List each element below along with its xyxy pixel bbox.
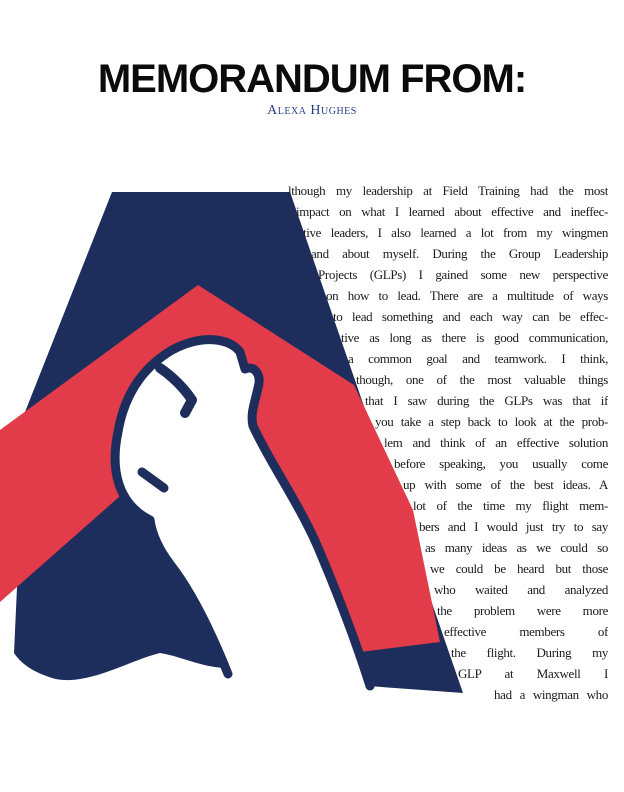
body-text-line: bers and I would just try to say: [419, 519, 608, 534]
page-title: MEMORANDUM FROM:: [97, 57, 527, 101]
body-text: [0, 172, 624, 792]
body-text-line: had a wingman who: [494, 687, 608, 702]
body-text-line: and about myself. During the Group Leadership: [311, 246, 608, 261]
body-text-line: lthough my leadership at Field Training had the most: [288, 183, 608, 198]
body-text-line: a common goal and teamwork. I think,: [348, 351, 608, 366]
body-text-line: up with some of the best ideas. A: [403, 477, 608, 492]
body-text-line: before speaking, you usually come: [394, 456, 608, 471]
body-text-line: the flight. During my: [451, 645, 608, 660]
body-text-line: you take a step back to look at the prob-: [375, 414, 608, 429]
body-text-line: effective members of: [444, 624, 608, 639]
body-text-line: lot of the time my flight mem-: [413, 498, 608, 513]
body-text-line: GLP at Maxwell I: [458, 666, 608, 681]
body-text-line: though, one of the most valuable things: [356, 372, 608, 387]
body-text-line: that I saw during the GLPs was that if: [365, 393, 608, 408]
body-text-line: on how to lead. There are a multitude of ways: [326, 288, 608, 303]
body-text-line: to lead something and each way can be effec-: [333, 309, 608, 324]
body-text-line: the problem were more: [437, 603, 608, 618]
body-text-line: tive as long as there is good communication,: [341, 330, 608, 345]
body-text-line: lem and think of an effective solution: [384, 435, 608, 450]
memo-header: [0, 58, 624, 119]
body-text-line: who waited and analyzed: [434, 582, 608, 597]
body-text-line: we could be heard but those: [430, 561, 608, 576]
body-text-line: Projects (GLPs) I gained some new perspective: [318, 267, 608, 282]
author-name: Alexa Hughes: [267, 103, 357, 118]
body-text-line: as many ideas as we could so: [425, 540, 608, 555]
body-text-line: impact on what I learned about effective and ineffec-: [296, 204, 608, 219]
memo-body-region: [0, 172, 624, 792]
body-text-line: tive leaders, I also learned a lot from my wingmen: [303, 225, 608, 240]
